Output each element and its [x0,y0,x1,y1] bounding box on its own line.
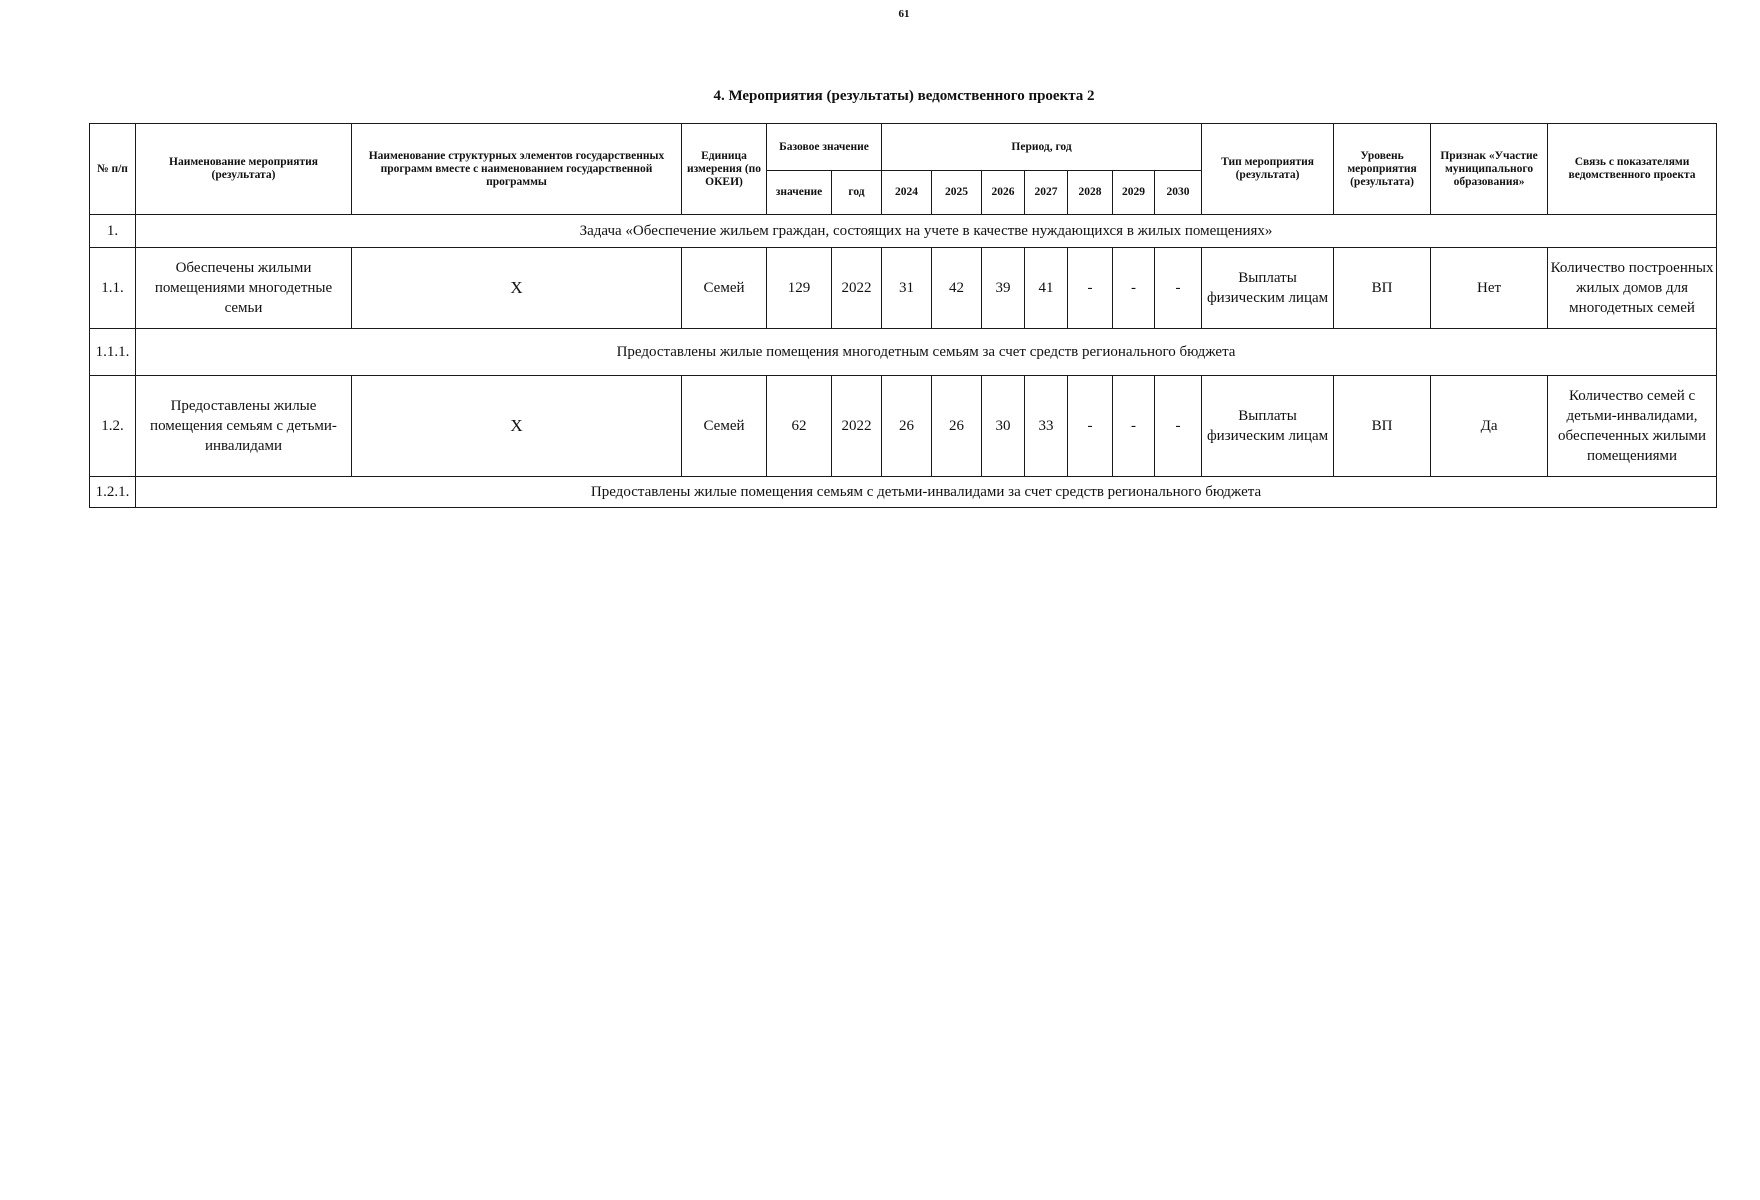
subtask-num: 1.1.1. [90,329,136,376]
header-year-2024: 2024 [882,171,932,215]
projects-table [89,123,1717,508]
indicator-link: Количество построенных жилых домов для многодетных семей [1548,248,1717,329]
table-row [90,376,1717,477]
value-2027: 41 [1025,248,1068,329]
header-year-2026: 2026 [982,171,1025,215]
value-2025: 42 [932,248,982,329]
value-2030: - [1155,248,1202,329]
structural-element: X [352,248,682,329]
header-base-year: год [832,171,882,215]
subtask-row [90,329,1717,376]
header-num: № п/п [90,124,136,215]
task-num: 1. [90,215,136,248]
structural-element: X [352,376,682,477]
header-year-2030: 2030 [1155,171,1202,215]
activity-name: Обеспечены жилыми помещениями многодетные семьи [136,248,352,329]
value-2024: 31 [882,248,932,329]
page-title: 4. Мероприятия (результаты) ведомственного проекта 2 [713,88,1095,104]
task-row [90,215,1717,248]
header-type: Тип мероприятия (результата) [1202,124,1334,215]
value-2026: 30 [982,376,1025,477]
header-year-2025: 2025 [932,171,982,215]
activity-type: Выплаты физическим лицам [1202,376,1334,477]
base-year-cell: 2022 [832,248,882,329]
table-row [90,248,1717,329]
activity-name: Предоставлены жилые помещения семьям с детьми-инвалидами [136,376,352,477]
header-structural: Наименование структурных элементов государственных программ вместе с наименованием государственной программы [352,124,682,215]
activity-type: Выплаты физическим лицам [1202,248,1334,329]
value-2024: 26 [882,376,932,477]
activity-level: ВП [1334,248,1431,329]
header-period: Период, год [882,124,1202,171]
value-2028: - [1068,376,1113,477]
header-row [90,124,1717,171]
value-2026: 39 [982,248,1025,329]
header-year-2028: 2028 [1068,171,1113,215]
value-2027: 33 [1025,376,1068,477]
row-num: 1.2. [90,376,136,477]
page-number: 61 [898,8,910,20]
indicator-link: Количество семей с детьми-инвалидами, обеспеченных жилыми помещениями [1548,376,1717,477]
header-level: Уровень мероприятия (результата) [1334,124,1431,215]
activity-level: ВП [1334,376,1431,477]
value-2030: - [1155,376,1202,477]
base-value-cell: 62 [767,376,832,477]
header-name: Наименование мероприятия (результата) [136,124,352,215]
value-2028: - [1068,248,1113,329]
header-unit: Единица измерения (по ОКЕИ) [682,124,767,215]
header-municipal: Признак «Участие муниципального образования» [1431,124,1548,215]
value-2029: - [1113,248,1155,329]
value-2029: - [1113,376,1155,477]
subtask-num: 1.2.1. [90,477,136,508]
base-year-cell: 2022 [832,376,882,477]
task-text: Задача «Обеспечение жильем граждан, состоящих на учете в качестве нуждающихся в жилых помещениях» [136,215,1717,248]
subtask-row [90,477,1717,508]
header-year-2029: 2029 [1113,171,1155,215]
unit-cell: Семей [682,248,767,329]
header-base-value: значение [767,171,832,215]
subtask-text: Предоставлены жилые помещения многодетным семьям за счет средств регионального бюджета [136,329,1717,376]
municipal-flag: Да [1431,376,1548,477]
subtask-text: Предоставлены жилые помещения семьям с детьми-инвалидами за счет средств регионального бюджета [136,477,1717,508]
header-year-2027: 2027 [1025,171,1068,215]
municipal-flag: Нет [1431,248,1548,329]
header-link: Связь с показателями ведомственного проекта [1548,124,1717,215]
value-2025: 26 [932,376,982,477]
header-base: Базовое значение [767,124,882,171]
base-value-cell: 129 [767,248,832,329]
row-num: 1.1. [90,248,136,329]
unit-cell: Семей [682,376,767,477]
